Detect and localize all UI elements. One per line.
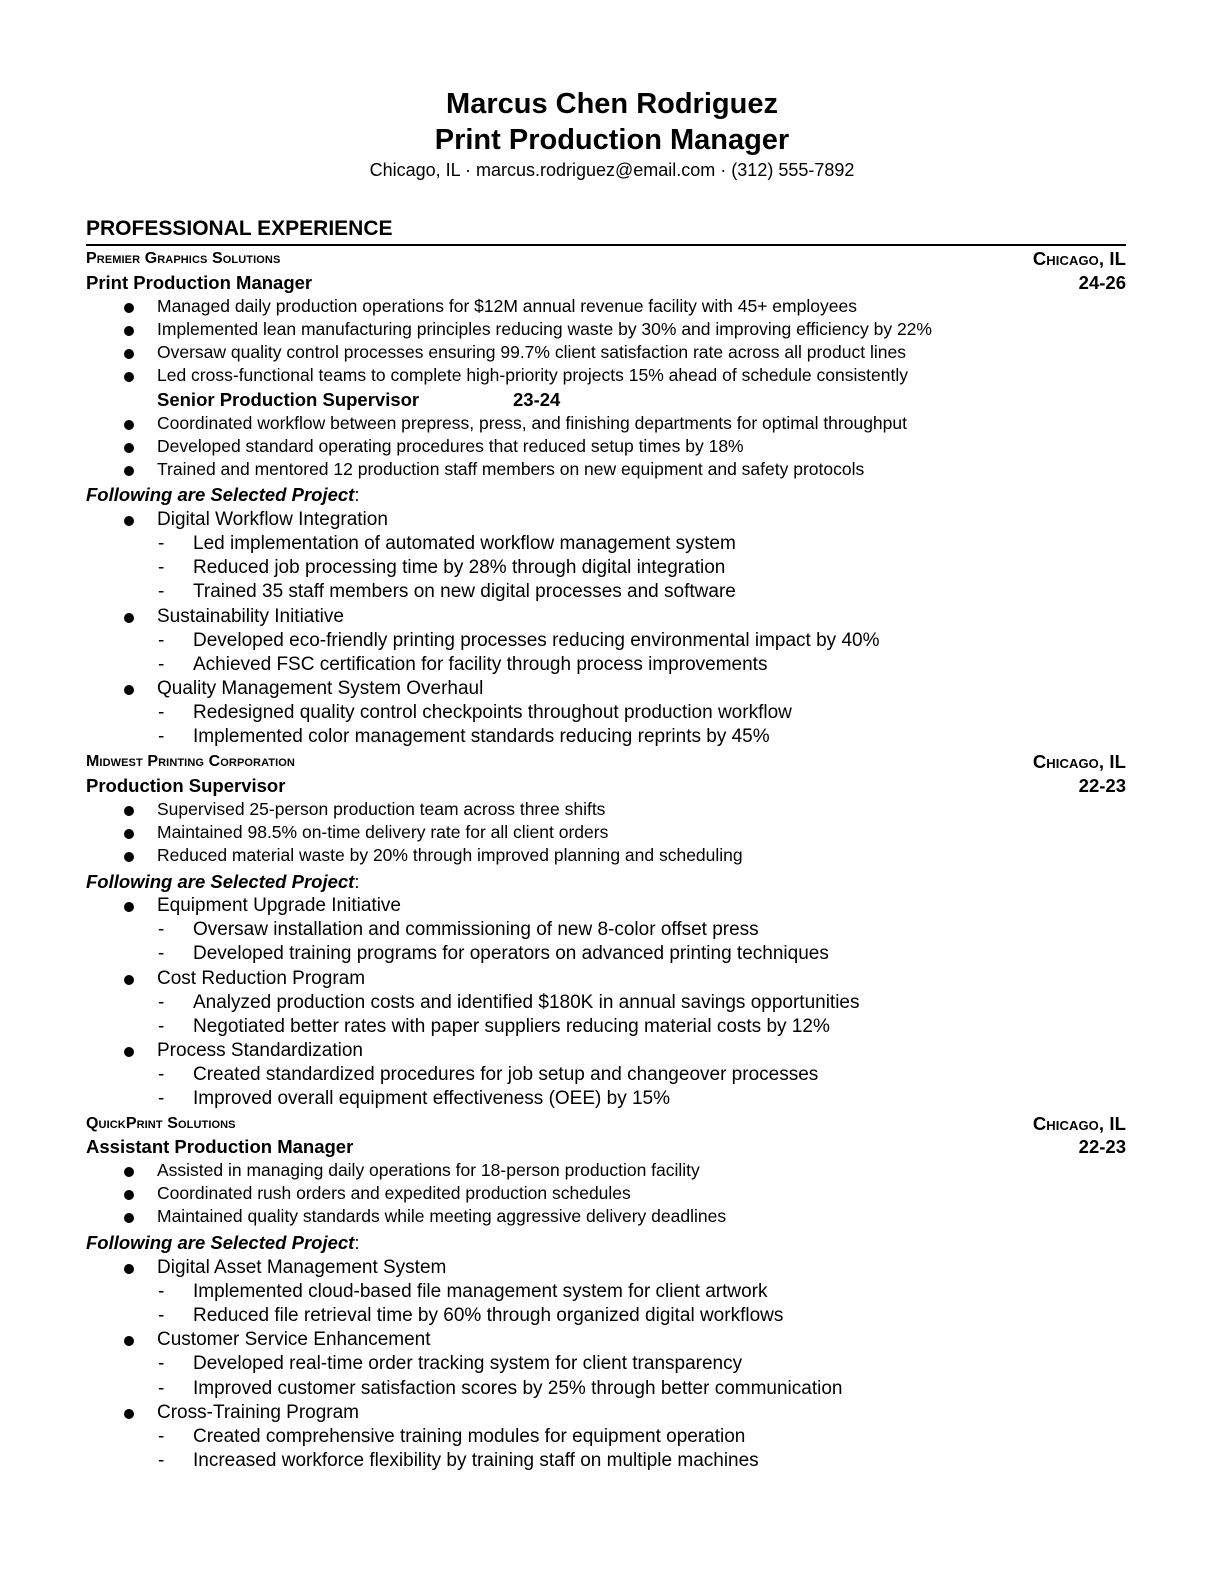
dash-icon: -	[158, 1450, 165, 1471]
dash-icon: -	[158, 1305, 165, 1326]
project-detail	[86, 942, 1146, 966]
project-detail-text: Implemented color management standards reducing reprints by 45%	[193, 726, 770, 747]
bullet-icon	[124, 685, 134, 695]
project-detail-text: Negotiated better rates with paper suppliers reducing material costs by 12%	[193, 1016, 830, 1037]
project-name: Digital Asset Management System	[157, 1257, 447, 1278]
dash-icon: -	[158, 1353, 165, 1374]
bullet-text: Coordinated workflow between prepress, press, and finishing departments for optimal throughput	[157, 413, 907, 433]
project-detail	[86, 1425, 1146, 1449]
list-item	[86, 844, 1146, 867]
dash-icon: -	[158, 557, 165, 578]
bullet-icon	[124, 303, 134, 313]
selected-projects-colon: :	[354, 484, 360, 505]
dash-icon: -	[158, 1281, 165, 1302]
list-item	[86, 364, 1146, 387]
dash-icon: -	[158, 1016, 165, 1037]
project-detail-text: Developed real-time order tracking system for client transparency	[193, 1353, 743, 1374]
project-detail-text: Reduced job processing time by 28% through digital integration	[193, 557, 726, 578]
job-role-row	[86, 271, 1126, 294]
project-item	[86, 1256, 1146, 1280]
bullet-icon	[124, 443, 134, 453]
job-role-row	[86, 774, 1126, 797]
selected-projects-colon: :	[354, 1232, 360, 1253]
project-detail-text: Oversaw installation and commissioning of new 8-color offset press	[193, 919, 759, 940]
project-detail	[86, 725, 1146, 749]
project-detail-text: Improved overall equipment effectiveness (OEE) by 15%	[193, 1088, 670, 1109]
dash-icon: -	[158, 919, 165, 940]
project-name: Cost Reduction Program	[157, 968, 366, 989]
dash-icon: -	[158, 726, 165, 747]
bullet-icon	[124, 372, 134, 382]
bullet-icon	[124, 466, 134, 476]
dash-icon: -	[158, 581, 165, 602]
project-detail-text: Achieved FSC certification for facility through process improvements	[193, 654, 768, 675]
secondary-dates: 23-24	[513, 389, 561, 410]
bullet-icon	[124, 806, 134, 816]
project-item	[86, 894, 1146, 918]
job-role: Print Production Manager	[86, 272, 313, 293]
project-detail	[86, 918, 1146, 942]
list-item	[86, 341, 1146, 364]
bullet-icon	[124, 613, 134, 623]
dash-icon: -	[158, 943, 165, 964]
project-item	[86, 1039, 1146, 1063]
bullet-icon	[124, 349, 134, 359]
project-detail	[86, 629, 1146, 653]
bullet-icon	[124, 1213, 134, 1223]
list-item	[86, 458, 1146, 481]
bullet-icon	[124, 326, 134, 336]
project-detail-text: Developed eco-friendly printing processes reducing environmental impact by 40%	[193, 630, 880, 651]
company-name: Premier Graphics Solutions	[86, 250, 281, 267]
dash-icon: -	[158, 992, 165, 1013]
project-detail-text: Created standardized procedures for job setup and changeover processes	[193, 1064, 819, 1085]
list-item	[86, 412, 1146, 435]
bullet-text: Reduced material waste by 20% through improved planning and scheduling	[157, 845, 743, 865]
selected-projects-label	[86, 483, 359, 507]
dash-icon: -	[158, 1064, 165, 1085]
project-name: Quality Management System Overhaul	[157, 678, 484, 699]
bullet-icon	[124, 420, 134, 430]
project-detail-text: Created comprehensive training modules for equipment operation	[193, 1426, 746, 1447]
selected-projects-colon: :	[354, 871, 360, 892]
dash-icon: -	[158, 630, 165, 651]
section-divider	[86, 244, 1126, 246]
dash-icon: -	[158, 702, 165, 723]
list-item	[86, 1159, 1146, 1182]
list-item	[86, 821, 1146, 844]
bullet-text: Managed daily production operations for $12M annual revenue facility with 45+ employees	[157, 296, 857, 316]
job-location: Chicago, IL	[1032, 248, 1126, 269]
project-name: Equipment Upgrade Initiative	[157, 895, 401, 916]
project-detail	[86, 1015, 1146, 1039]
bullet-icon	[124, 1047, 134, 1057]
project-detail-text: Trained 35 staff members on new digital processes and software	[193, 581, 736, 602]
bullet-icon	[124, 1264, 134, 1274]
bullet-text: Implemented lean manufacturing principles reducing waste by 30% and improving efficiency by 22%	[157, 319, 932, 339]
bullet-icon	[124, 902, 134, 912]
project-detail	[86, 580, 1146, 604]
project-detail	[86, 1304, 1146, 1328]
bullet-text: Led cross-functional teams to complete high-priority projects 15% ahead of schedule consistently	[157, 365, 908, 385]
job-company-row	[86, 1112, 1126, 1135]
selected-projects-label	[86, 1231, 359, 1255]
project-detail	[86, 1280, 1146, 1304]
selected-projects-heading: Following are Selected Project	[86, 871, 355, 892]
bullet-text: Assisted in managing daily operations for 18-person production facility	[157, 1160, 700, 1180]
bullet-icon	[124, 516, 134, 526]
contact-line: Chicago, IL · marcus.rodriguez@email.com · (312) 555-7892	[369, 160, 855, 180]
job-role: Production Supervisor	[86, 775, 286, 796]
dash-icon: -	[158, 1378, 165, 1399]
project-item	[86, 967, 1146, 991]
project-detail	[86, 1449, 1146, 1473]
job-company-row	[86, 750, 1126, 773]
list-item	[86, 1205, 1146, 1228]
bullet-icon	[124, 975, 134, 985]
candidate-title: Print Production Manager	[434, 124, 790, 156]
list-item	[86, 1182, 1146, 1205]
job-dates: 22-23	[1078, 775, 1126, 796]
project-detail	[86, 1087, 1146, 1111]
list-item	[86, 295, 1146, 318]
project-name: Process Standardization	[157, 1040, 363, 1061]
project-detail	[86, 653, 1146, 677]
project-detail	[86, 532, 1146, 556]
project-detail-text: Analyzed production costs and identified $180K in annual savings opportunities	[193, 992, 860, 1013]
project-item	[86, 508, 1146, 532]
bullet-icon	[124, 1167, 134, 1177]
dash-icon: -	[158, 533, 165, 554]
selected-projects-heading: Following are Selected Project	[86, 484, 355, 505]
bullet-text: Coordinated rush orders and expedited production schedules	[157, 1183, 631, 1203]
project-detail	[86, 1063, 1146, 1087]
project-detail	[86, 1352, 1146, 1376]
project-detail-text: Reduced file retrieval time by 60% through organized digital workflows	[193, 1305, 784, 1326]
bullet-text: Trained and mentored 12 production staff members on new equipment and safety protocols	[157, 459, 865, 479]
candidate-name: Marcus Chen Rodriguez	[446, 88, 778, 120]
bullet-icon	[124, 852, 134, 862]
company-name: QuickPrint Solutions	[86, 1115, 236, 1132]
bullet-text: Maintained quality standards while meeting aggressive delivery deadlines	[157, 1206, 727, 1226]
selected-projects-label	[86, 870, 359, 894]
bullet-icon	[124, 1336, 134, 1346]
project-detail-text: Developed training programs for operators on advanced printing techniques	[193, 943, 829, 964]
list-item	[86, 318, 1146, 341]
project-name: Customer Service Enhancement	[157, 1329, 431, 1350]
list-item	[86, 435, 1146, 458]
project-item	[86, 1328, 1146, 1352]
bullet-text: Maintained 98.5% on-time delivery rate for all client orders	[157, 822, 609, 842]
project-item	[86, 1401, 1146, 1425]
dash-icon: -	[158, 1088, 165, 1109]
job-company-row	[86, 247, 1126, 270]
job-location: Chicago, IL	[1032, 1113, 1126, 1134]
bullet-icon	[124, 1190, 134, 1200]
job-dates: 22-23	[1078, 1136, 1126, 1157]
selected-projects-heading: Following are Selected Project	[86, 1232, 355, 1253]
project-detail-text: Led implementation of automated workflow management system	[193, 533, 736, 554]
project-item	[86, 677, 1146, 701]
project-detail-text: Increased workforce flexibility by training staff on multiple machines	[193, 1450, 759, 1471]
bullet-text: Oversaw quality control processes ensuring 99.7% client satisfaction rate across all product lines	[157, 342, 906, 362]
project-name: Digital Workflow Integration	[157, 509, 388, 530]
project-detail	[86, 701, 1146, 725]
dash-icon: -	[158, 1426, 165, 1447]
company-name: Midwest Printing Corporation	[86, 753, 295, 770]
project-detail	[86, 1377, 1146, 1401]
section-title-experience: PROFESSIONAL EXPERIENCE	[86, 217, 393, 240]
secondary-role: Senior Production Supervisor	[157, 389, 420, 410]
project-item	[86, 605, 1146, 629]
project-detail-text: Redesigned quality control checkpoints throughout production workflow	[193, 702, 792, 723]
job-location: Chicago, IL	[1032, 751, 1126, 772]
project-detail	[86, 991, 1146, 1015]
project-detail-text: Improved customer satisfaction scores by 25% through better communication	[193, 1378, 843, 1399]
list-item	[86, 798, 1146, 821]
project-name: Cross-Training Program	[157, 1402, 360, 1423]
job-role: Assistant Production Manager	[86, 1136, 354, 1157]
project-detail-text: Implemented cloud-based file management system for client artwork	[193, 1281, 768, 1302]
dash-icon: -	[158, 654, 165, 675]
project-name: Sustainability Initiative	[157, 606, 344, 627]
job-role-row	[86, 1135, 1126, 1158]
project-detail	[86, 556, 1146, 580]
job-dates: 24-26	[1078, 272, 1126, 293]
bullet-text: Supervised 25-person production team across three shifts	[157, 799, 606, 819]
bullet-icon	[124, 1409, 134, 1419]
bullet-icon	[124, 829, 134, 839]
bullet-text: Developed standard operating procedures that reduced setup times by 18%	[157, 436, 744, 456]
